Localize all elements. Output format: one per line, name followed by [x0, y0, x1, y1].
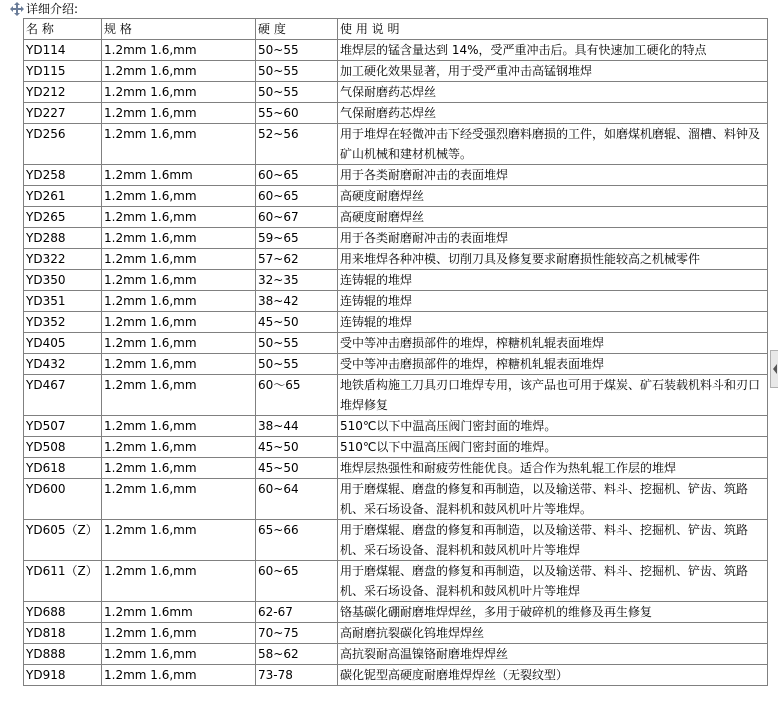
table-row	[24, 228, 768, 249]
spec-cell: 1.2mm 1.6,mm	[102, 623, 256, 644]
hardness-cell: 32~35	[256, 270, 338, 291]
product-name-cell: YD256	[24, 124, 102, 165]
spec-cell: 1.2mm 1.6,mm	[102, 312, 256, 333]
hardness-cell: 45~50	[256, 458, 338, 479]
description-cell: 用于各类耐磨耐冲击的表面堆焊	[338, 165, 768, 186]
description-cell: 高抗裂耐高温镍铬耐磨堆焊焊丝	[338, 644, 768, 665]
description-cell: 高耐磨抗裂碳化钨堆焊焊丝	[338, 623, 768, 644]
spec-cell: 1.2mm 1.6,mm	[102, 561, 256, 602]
product-name-cell: YD605（Z）	[24, 520, 102, 561]
column-header-name: 名 称	[24, 19, 102, 40]
hardness-cell: 50~55	[256, 333, 338, 354]
table-header-row	[24, 19, 768, 40]
spec-cell: 1.2mm 1.6mm	[102, 602, 256, 623]
product-name-cell: YD322	[24, 249, 102, 270]
table-row	[24, 479, 768, 520]
section-header	[10, 0, 78, 17]
spec-cell: 1.2mm 1.6,mm	[102, 291, 256, 312]
description-cell: 用于磨煤辊、磨盘的修复和再制造，以及输送带、料斗、挖掘机、铲齿、筑路机、采石场设备、混料机和鼓风机叶片等堆焊	[338, 561, 768, 602]
description-cell: 用来堆焊各种冲模、切削刀具及修复要求耐磨损性能较高之机械零件	[338, 249, 768, 270]
table-row	[24, 333, 768, 354]
description-cell: 连铸辊的堆焊	[338, 312, 768, 333]
table-row	[24, 291, 768, 312]
product-name-cell: YD114	[24, 40, 102, 61]
description-cell: 用于各类耐磨耐冲击的表面堆焊	[338, 228, 768, 249]
spec-cell: 1.2mm 1.6,mm	[102, 354, 256, 375]
product-name-cell: YD261	[24, 186, 102, 207]
spec-cell: 1.2mm 1.6,mm	[102, 520, 256, 561]
table-row	[24, 623, 768, 644]
spec-cell: 1.2mm 1.6,mm	[102, 124, 256, 165]
description-cell: 气保耐磨药芯焊丝	[338, 103, 768, 124]
spec-cell: 1.2mm 1.6,mm	[102, 375, 256, 416]
spec-cell: 1.2mm 1.6,mm	[102, 479, 256, 520]
table-row	[24, 124, 768, 165]
product-name-cell: YD212	[24, 82, 102, 103]
product-name-cell: YD115	[24, 61, 102, 82]
spec-cell: 1.2mm 1.6,mm	[102, 103, 256, 124]
product-name-cell: YD432	[24, 354, 102, 375]
product-name-cell: YD918	[24, 665, 102, 686]
table-row	[24, 312, 768, 333]
hardness-cell: 60~65	[256, 186, 338, 207]
description-cell: 气保耐磨药芯焊丝	[338, 82, 768, 103]
product-name-cell: YD600	[24, 479, 102, 520]
description-cell: 地铁盾构施工刀具刃口堆焊专用，该产品也可用于煤炭、矿石装载机料斗和刃口堆焊修复	[338, 375, 768, 416]
hardness-cell: 45~50	[256, 437, 338, 458]
table-row	[24, 520, 768, 561]
hardness-cell: 50~55	[256, 354, 338, 375]
hardness-cell: 73-78	[256, 665, 338, 686]
description-cell: 高硬度耐磨焊丝	[338, 186, 768, 207]
spec-cell: 1.2mm 1.6,mm	[102, 644, 256, 665]
side-scroll-tab[interactable]	[770, 350, 778, 388]
table-row	[24, 82, 768, 103]
product-name-cell: YD818	[24, 623, 102, 644]
spec-cell: 1.2mm 1.6,mm	[102, 186, 256, 207]
spec-cell: 1.2mm 1.6,mm	[102, 333, 256, 354]
product-name-cell: YD265	[24, 207, 102, 228]
table-row	[24, 561, 768, 602]
hardness-cell: 58~62	[256, 644, 338, 665]
column-header-description: 使 用 说 明	[338, 19, 768, 40]
hardness-cell: 60～65	[256, 375, 338, 416]
spec-cell: 1.2mm 1.6,mm	[102, 416, 256, 437]
hardness-cell: 45~50	[256, 312, 338, 333]
spec-cell: 1.2mm 1.6,mm	[102, 437, 256, 458]
table-row	[24, 416, 768, 437]
table-row	[24, 375, 768, 416]
product-name-cell: YD352	[24, 312, 102, 333]
table-row	[24, 40, 768, 61]
product-name-cell: YD507	[24, 416, 102, 437]
product-name-cell: YD288	[24, 228, 102, 249]
hardness-cell: 50~55	[256, 40, 338, 61]
column-header-spec: 规 格	[102, 19, 256, 40]
product-name-cell: YD350	[24, 270, 102, 291]
spec-cell: 1.2mm 1.6,mm	[102, 207, 256, 228]
table-row	[24, 61, 768, 82]
product-name-cell: YD227	[24, 103, 102, 124]
product-name-cell: YD467	[24, 375, 102, 416]
table-row	[24, 207, 768, 228]
table-row	[24, 458, 768, 479]
product-name-cell: YD618	[24, 458, 102, 479]
product-spec-table	[23, 18, 768, 686]
hardness-cell: 38~44	[256, 416, 338, 437]
table-row	[24, 103, 768, 124]
hardness-cell: 70~75	[256, 623, 338, 644]
description-cell: 连铸辊的堆焊	[338, 270, 768, 291]
table-row	[24, 165, 768, 186]
hardness-cell: 59~65	[256, 228, 338, 249]
table-row	[24, 249, 768, 270]
hardness-cell: 52~56	[256, 124, 338, 165]
hardness-cell: 50~55	[256, 61, 338, 82]
table-row	[24, 186, 768, 207]
description-cell: 加工硬化效果显著，用于受严重冲击高锰钢堆焊	[338, 61, 768, 82]
hardness-cell: 62-67	[256, 602, 338, 623]
table-row	[24, 354, 768, 375]
description-cell: 510℃以下中温高压阀门密封面的堆焊。	[338, 416, 768, 437]
spec-cell: 1.2mm 1.6,mm	[102, 270, 256, 291]
hardness-cell: 50~55	[256, 82, 338, 103]
product-name-cell: YD258	[24, 165, 102, 186]
hardness-cell: 55~60	[256, 103, 338, 124]
description-cell: 高硬度耐磨焊丝	[338, 207, 768, 228]
description-cell: 受中等冲击磨损部件的堆焊，榨糖机轧辊表面堆焊	[338, 354, 768, 375]
product-name-cell: YD351	[24, 291, 102, 312]
section-title: 详细介绍:	[26, 2, 79, 16]
description-cell: 堆焊层热强性和耐疲劳性能优良。适合作为热轧辊工作层的堆焊	[338, 458, 768, 479]
product-name-cell: YD688	[24, 602, 102, 623]
product-name-cell: YD405	[24, 333, 102, 354]
hardness-cell: 60~67	[256, 207, 338, 228]
spec-cell: 1.2mm 1.6,mm	[102, 82, 256, 103]
description-cell: 堆焊层的锰含量达到 14%，受严重冲击后。具有快速加工硬化的特点	[338, 40, 768, 61]
spec-cell: 1.2mm 1.6,mm	[102, 665, 256, 686]
spec-cell: 1.2mm 1.6,mm	[102, 458, 256, 479]
hardness-cell: 60~64	[256, 479, 338, 520]
description-cell: 510℃以下中温高压阀门密封面的堆焊。	[338, 437, 768, 458]
description-cell: 受中等冲击磨损部件的堆焊，榨糖机轧辊表面堆焊	[338, 333, 768, 354]
column-header-hardness: 硬 度	[256, 19, 338, 40]
product-name-cell: YD611（Z）	[24, 561, 102, 602]
table-row	[24, 602, 768, 623]
hardness-cell: 60~65	[256, 165, 338, 186]
spec-cell: 1.2mm 1.6,mm	[102, 249, 256, 270]
product-name-cell: YD508	[24, 437, 102, 458]
move-icon	[10, 2, 24, 16]
spec-cell: 1.2mm 1.6,mm	[102, 228, 256, 249]
hardness-cell: 38~42	[256, 291, 338, 312]
table-row	[24, 437, 768, 458]
description-cell: 用于堆焊在轻微冲击下经受强烈磨料磨损的工件，如磨煤机磨辊、溜槽、料钟及矿山机械和建材机械等。	[338, 124, 768, 165]
hardness-cell: 57~62	[256, 249, 338, 270]
spec-cell: 1.2mm 1.6mm	[102, 165, 256, 186]
spec-cell: 1.2mm 1.6,mm	[102, 61, 256, 82]
product-name-cell: YD888	[24, 644, 102, 665]
spec-cell: 1.2mm 1.6,mm	[102, 40, 256, 61]
description-cell: 连铸辊的堆焊	[338, 291, 768, 312]
description-cell: 碳化铌型高硬度耐磨堆焊焊丝（无裂纹型）	[338, 665, 768, 686]
description-cell: 用于磨煤辊、磨盘的修复和再制造，以及输送带、料斗、挖掘机、铲齿、筑路机、采石场设备、混料机和鼓风机叶片等堆焊。	[338, 479, 768, 520]
hardness-cell: 60~65	[256, 561, 338, 602]
table-row	[24, 270, 768, 291]
description-cell: 铬基碳化硼耐磨堆焊焊丝，多用于破碎机的维修及再生修复	[338, 602, 768, 623]
table-row	[24, 665, 768, 686]
table-row	[24, 644, 768, 665]
hardness-cell: 65~66	[256, 520, 338, 561]
description-cell: 用于磨煤辊、磨盘的修复和再制造，以及输送带、料斗、挖掘机、铲齿、筑路机、采石场设备、混料机和鼓风机叶片等堆焊	[338, 520, 768, 561]
